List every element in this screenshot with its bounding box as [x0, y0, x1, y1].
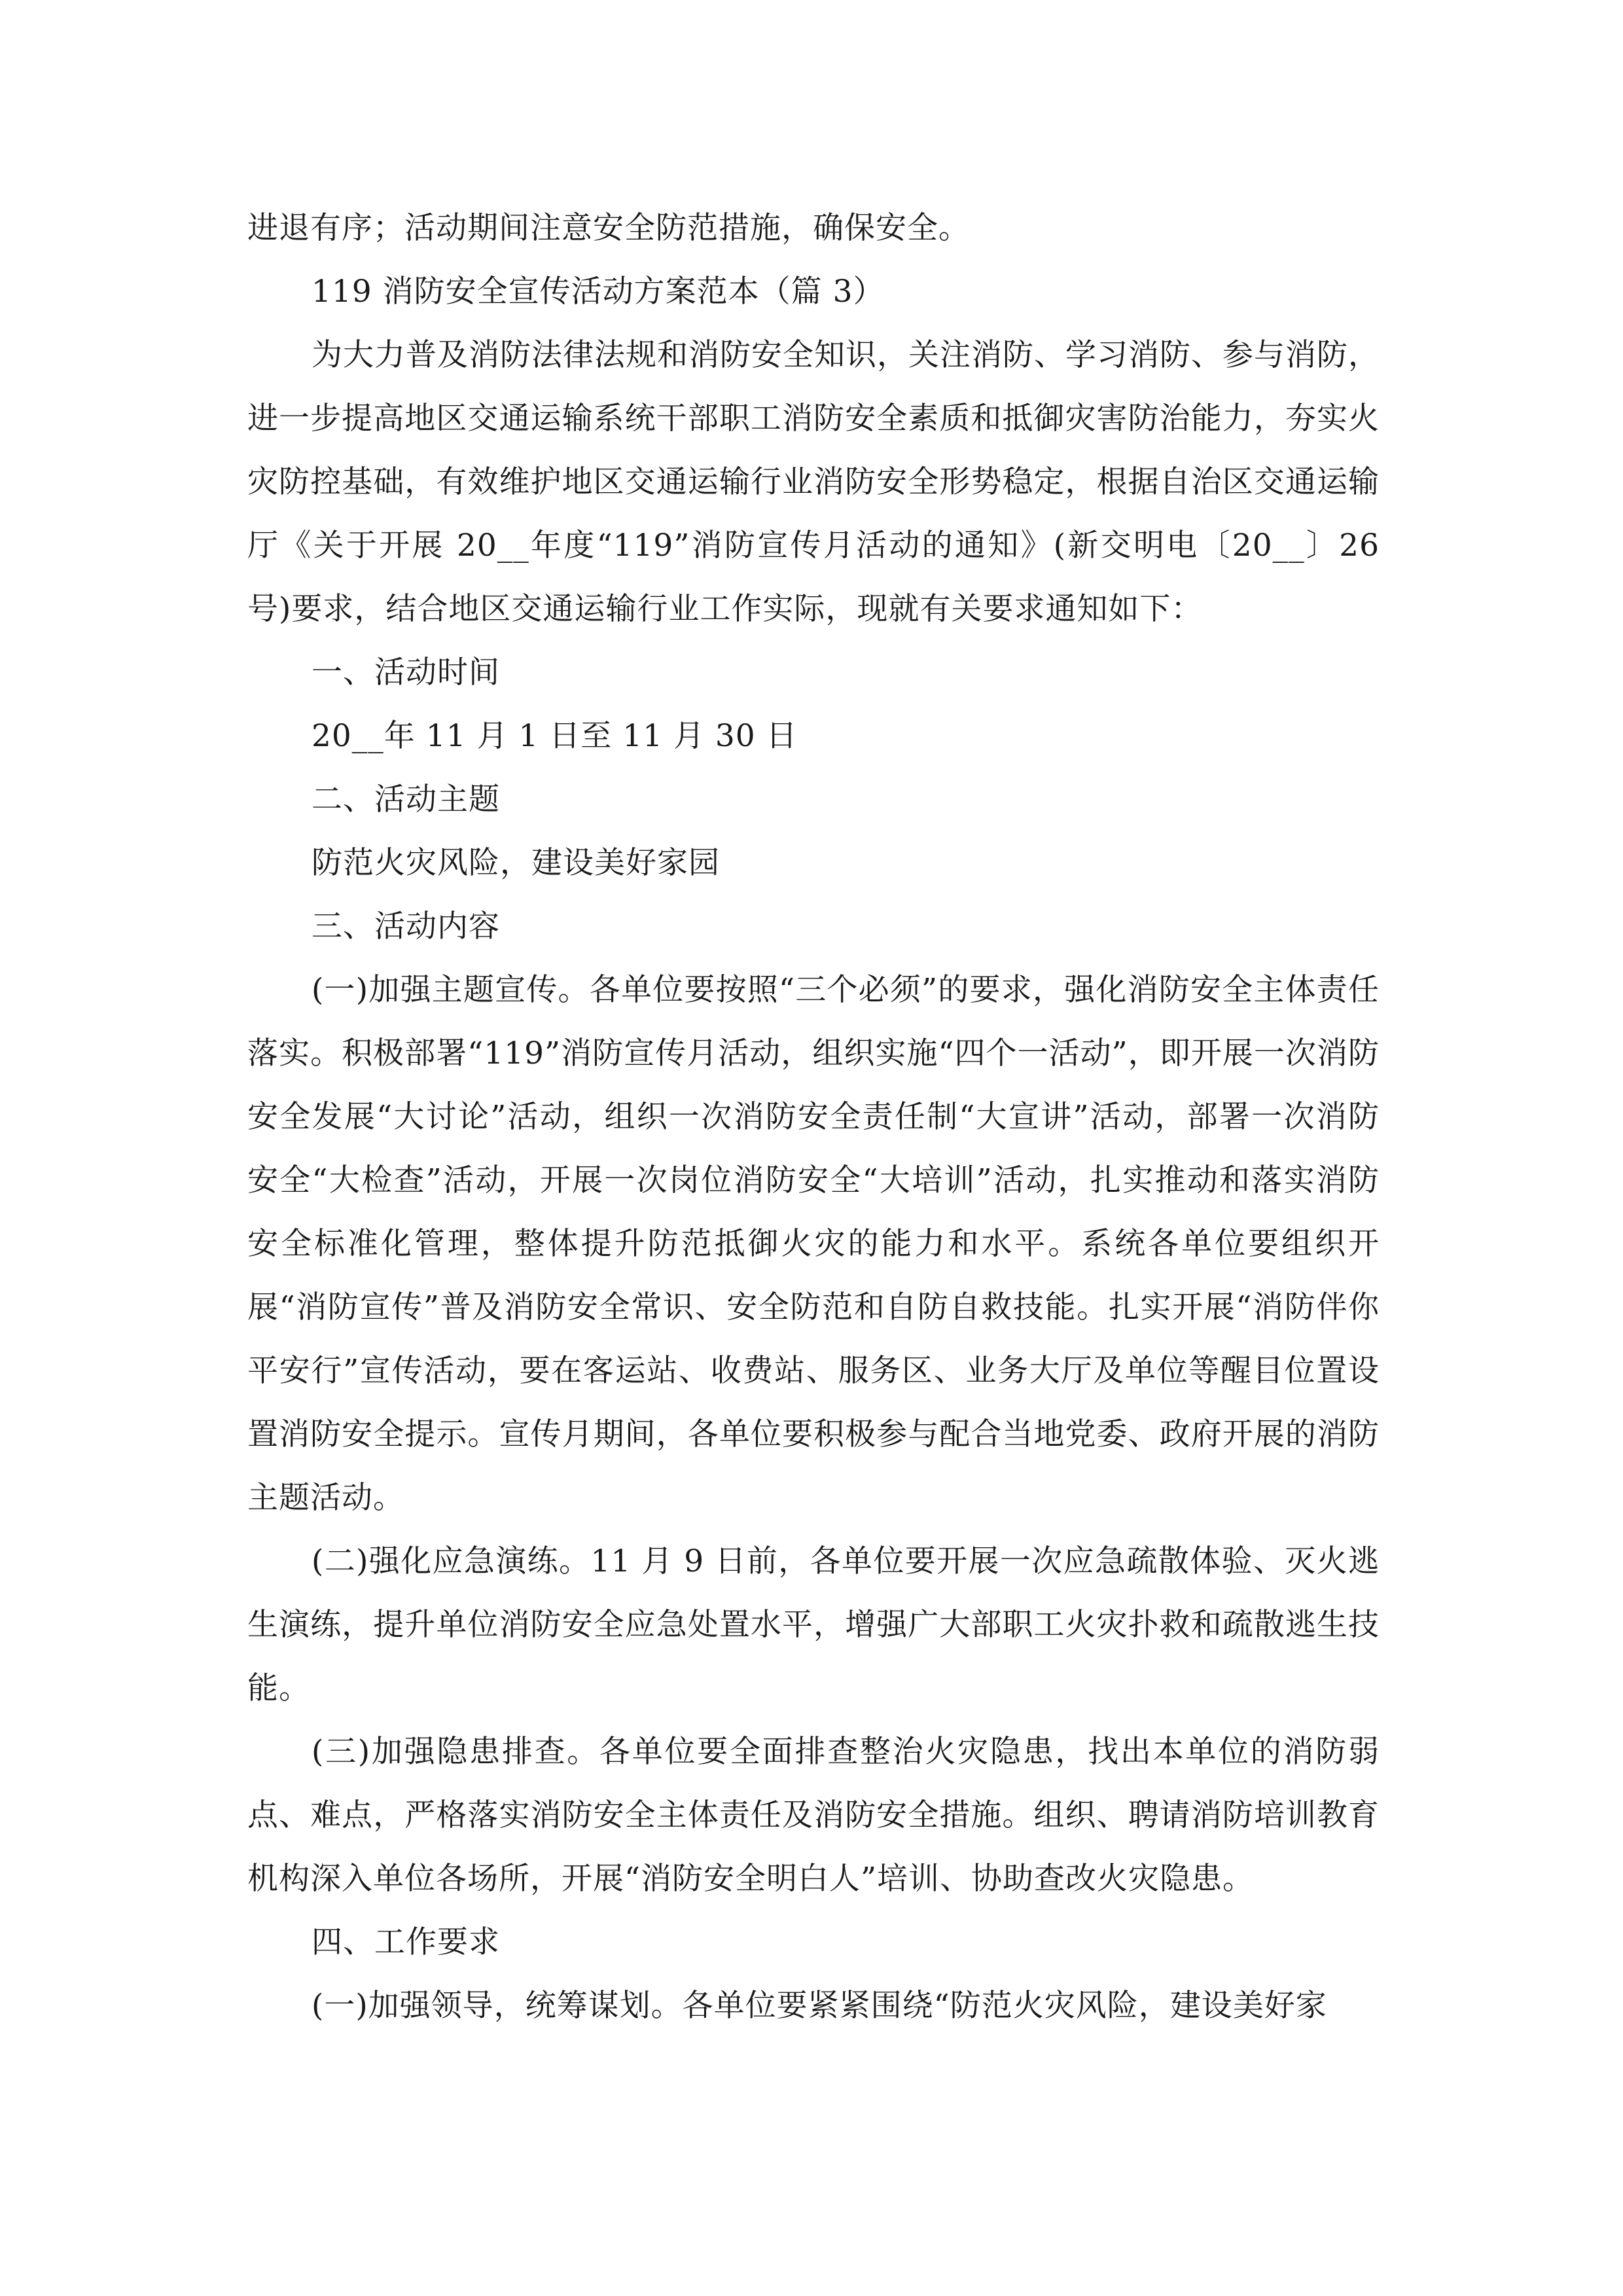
heading-work-requirements: 四、工作要求 — [312, 1924, 500, 1960]
paragraph-requirement-leadership: (一)加强领导，统筹谋划。各单位要紧紧围绕“防范火灾风险，建设美好家 — [312, 1988, 1327, 2024]
document-body — [247, 196, 1380, 2037]
paragraph-content-publicity: (一)加强主题宣传。各单位要按照“三个必须”的要求，强化消防安全主体责任落实。积极部署“119”消防宣传月活动，组织实施“四个一活动”，即开展一次消防安全发展“大讨论”活动，组织一次消防安全责任制“大宣讲”活动，部署一次消防安全“大检查”活动，开展一次岗位消防安全“大培训”活动，扎实推动和落实消防安全标准化管理，整体提升防范抵御火灾的能力和水平。系统各单位要组织开展“消防宣传”普及消防安全常识、安全防范和自防自救技能。扎实开展“消防伴你平安行”宣传活动，要在客运站、收费站、服务区、业务大厅及单位等醒目位置设置消防安全提示。宣传月期间，各单位要积极参与配合当地党委、政府开展的消防主题活动。 — [247, 972, 1380, 1516]
heading-activity-content: 三、活动内容 — [312, 908, 500, 944]
paragraph-content-drill: (二)强化应急演练。11 月 9 日前，各单位要开展一次应急疏散体验、灭火逃生演练，提升单位消防安全应急处置水平，增强广大部职工火灾扑救和疏散逃生技能。 — [247, 1543, 1380, 1706]
paragraph-activity-theme: 防范火灾风险，建设美好家园 — [312, 845, 720, 881]
heading-activity-theme: 二、活动主题 — [312, 781, 500, 817]
heading-activity-time: 一、活动时间 — [312, 655, 500, 691]
section-title: 119 消防安全宣传活动方案范本（篇 3） — [312, 274, 885, 310]
paragraph-content-hazard: (三)加强隐患排查。各单位要全面排查整治火灾隐患，找出本单位的消防弱点、难点，严格落实消防安全主体责任及消防安全措施。组织、聘请消防培训教育机构深入单位各场所，开展“消防安全明白人”培训、协助查改火灾隐患。 — [247, 1734, 1380, 1897]
paragraph-continuation: 进退有序；活动期间注意安全防范措施，确保安全。 — [247, 210, 970, 246]
paragraph-activity-time: 20__年 11 月 1 日至 11 月 30 日 — [312, 718, 798, 754]
paragraph-intro: 为大力普及消防法律法规和消防安全知识，关注消防、学习消防、参与消防，进一步提高地区交通运输系统干部职工消防安全素质和抵御灾害防治能力，夯实火灾防控基础，有效维护地区交通运输行业消防安全形势稳定，根据自治区交通运输厅《关于开展 20__年度“119”消防宣传月活动的通知》(新交明电〔20__〕26 号)要求，结合地区交通运输行业工作实际，现就有关要求通知如下： — [247, 337, 1380, 627]
